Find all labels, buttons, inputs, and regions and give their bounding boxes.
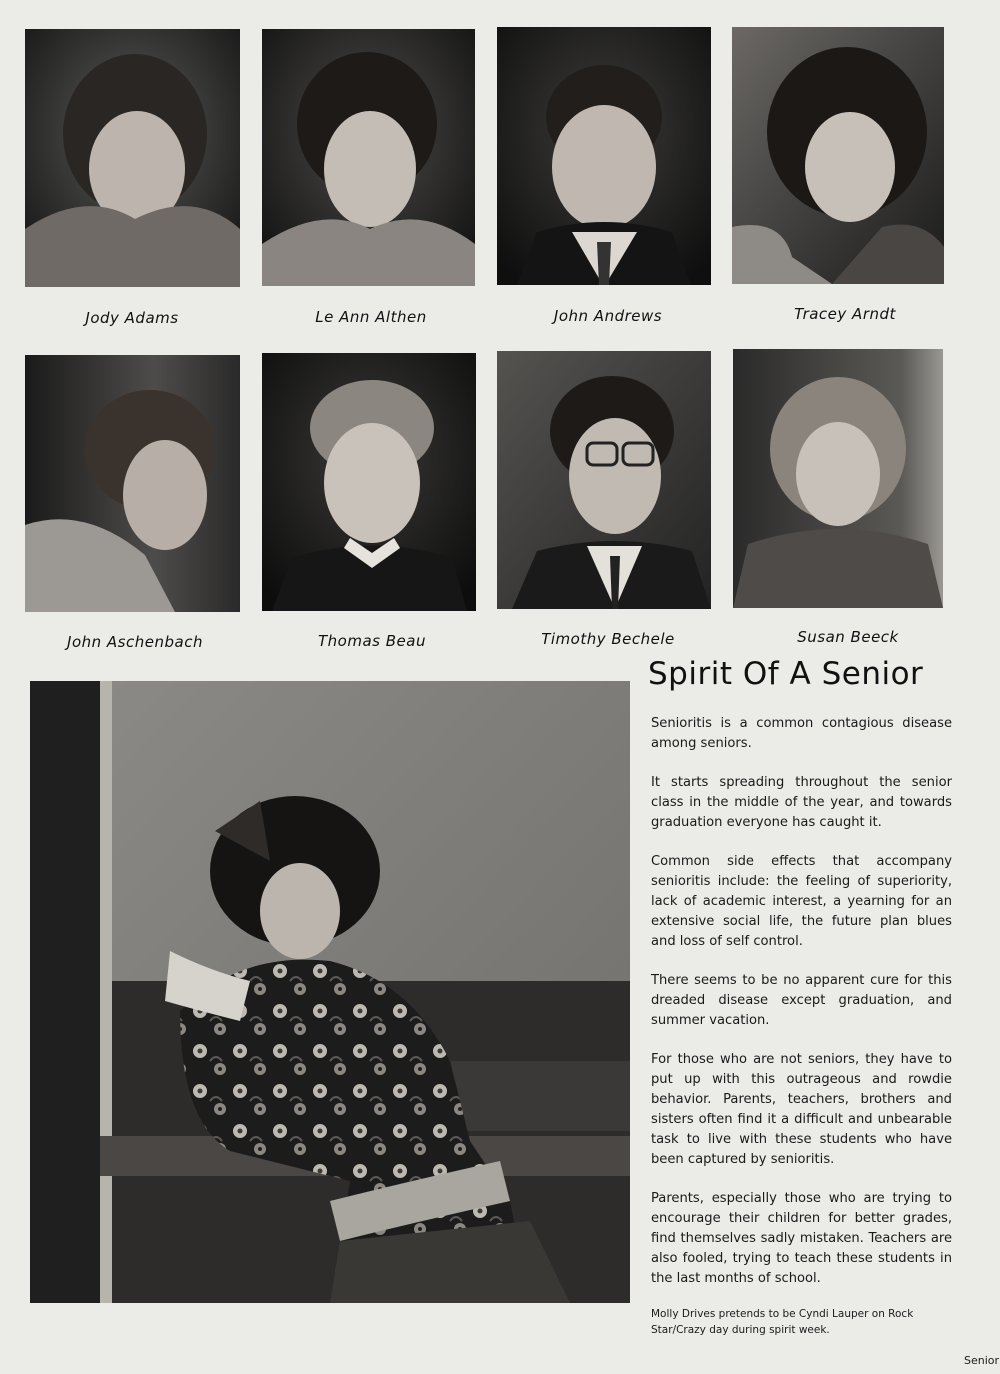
portrait-name: Thomas Beau: [318, 632, 426, 650]
portrait-photo: [25, 355, 240, 612]
article-body: [651, 714, 952, 1308]
article-title: Spirit Of A Senior: [648, 656, 924, 692]
portrait-name: John Andrews: [553, 307, 663, 325]
portrait-name: John Aschenbach: [67, 633, 203, 651]
portrait-photo: [497, 27, 711, 285]
portrait-photo: [25, 29, 240, 287]
portrait-name: Tracey Arndt: [794, 305, 896, 323]
candid-photo: [30, 681, 630, 1303]
portrait-name: Jody Adams: [85, 309, 179, 327]
portrait-photo: [733, 349, 943, 608]
article-paragraph: Common side effects that accompany senioritis include: the feeling of superiority, lack of academic interest, a yearning for an extensive social life, the future plan blues and loss of self control.: [651, 854, 952, 949]
portrait-name: Timothy Bechele: [541, 630, 675, 648]
article-paragraph: It starts spreading throughout the senior class in the middle of the year, and towards graduation everyone has caught it.: [651, 775, 952, 830]
portrait-photo: [262, 353, 476, 611]
article-paragraph: There seems to be no apparent cure for this dreaded disease except graduation, and summer vacation.: [651, 973, 952, 1028]
article-paragraph: Senioritis is a common contagious disease among seniors.: [651, 716, 952, 751]
article-paragraph: Parents, especially those who are trying to encourage their children for better grades, find themselves sadly mistaken. Teachers are also fooled, trying to teach these students in the last months of school.: [651, 1191, 952, 1286]
article-paragraph: For those who are not seniors, they have to put up with this outrageous and rowdie behavior. Parents, teachers, brothers and sisters often find it a difficult and unbearable task to live with these students who have been captured by senioritis.: [651, 1052, 952, 1167]
portrait-photo: [732, 27, 944, 284]
page-folio: Senior: [964, 1354, 1000, 1367]
portrait-name: Le Ann Althen: [315, 308, 427, 326]
photo-caption: Molly Drives pretends to be Cyndi Lauper on Rock Star/Crazy day during spirit week.: [651, 1308, 914, 1336]
portrait-name: Susan Beeck: [797, 628, 899, 646]
portrait-photo: [497, 351, 711, 609]
portrait-photo: [262, 29, 475, 286]
